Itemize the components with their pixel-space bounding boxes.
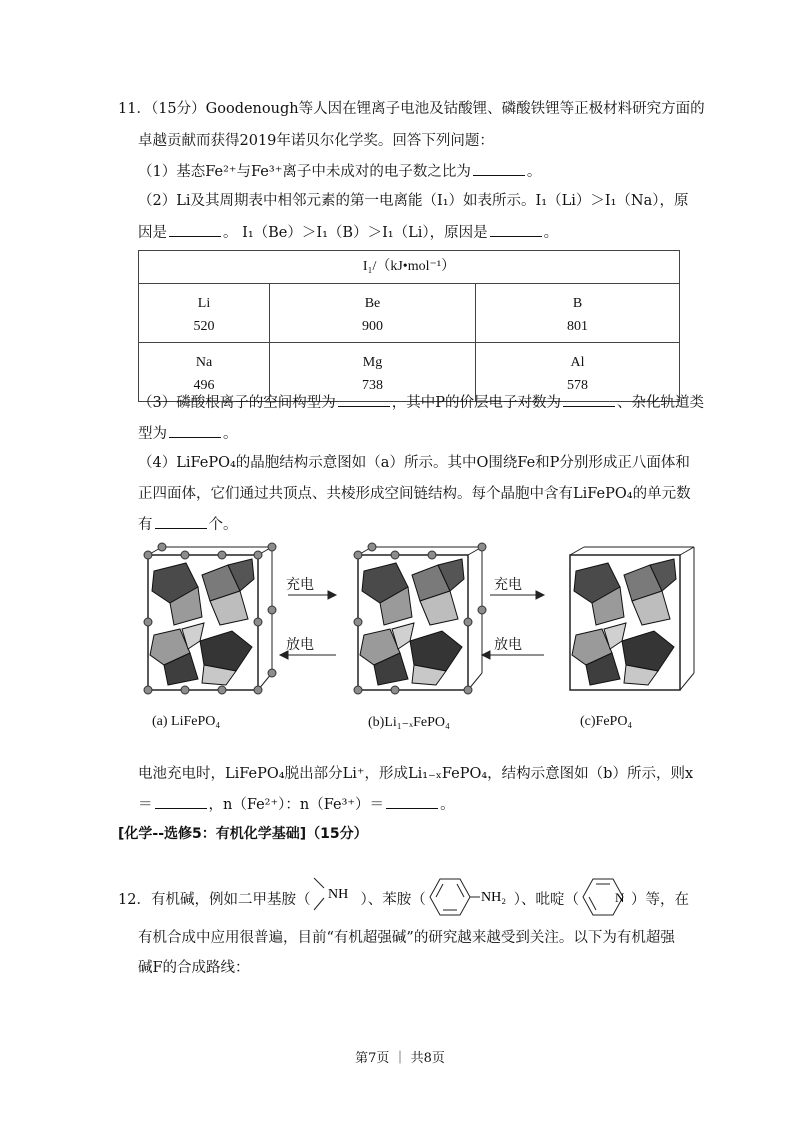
- punct: 。: [543, 225, 559, 241]
- answer-blank: [386, 794, 438, 809]
- section-heading: [化学--选修5：有机化学基础]（15分）: [118, 826, 368, 842]
- q11-part3a-end: 、杂化轨道类: [617, 395, 704, 411]
- answer-blank: [155, 514, 207, 529]
- q12-text: ）、吡啶（: [513, 892, 579, 908]
- q12-text: ）等，在: [630, 892, 689, 908]
- cell-c-diagram: [570, 547, 694, 690]
- answer-blank: [563, 392, 615, 407]
- q11-part3b-text: 型为: [138, 426, 167, 442]
- ionization-energy-table: [138, 250, 680, 402]
- q11-part4c-end: 个。: [208, 517, 238, 533]
- answer-blank: [338, 392, 390, 407]
- q11-part4a: （4）LiFePO₄的晶胞结构示意图如（a）所示。其中O围绕Fe和P分别形成正八面体和: [138, 455, 690, 471]
- caption-b: (b)Li₁₋ₓFePO₄: [368, 715, 450, 730]
- q11-part3a-mid: ，其中P的价层电子对数为: [391, 395, 561, 411]
- page-footer: 第7页 ｜ 共8页: [355, 1051, 445, 1066]
- q11-part2a: （2）Li及其周期表中相邻元素的第一电离能（I₁）如表所示。I₁（Li）＞I₁（Na），原: [138, 193, 689, 209]
- n-label: N: [614, 890, 625, 905]
- q12-line1: [118, 874, 689, 920]
- q12-line3: 碱F的合成路线：: [138, 960, 250, 976]
- q11-part5b: [138, 794, 455, 815]
- energy-value: 801: [567, 319, 588, 334]
- caption-c: (c)FePO₄: [580, 714, 633, 729]
- q11-part5b-mid: ，n（Fe²⁺）：n（Fe³⁺）＝: [208, 797, 385, 813]
- q11-part4c: [138, 514, 238, 535]
- q11-part2b-text: 因是: [138, 225, 167, 241]
- charge-label: 充电: [286, 577, 314, 593]
- element-label: Li: [197, 296, 211, 311]
- q11-line2: 卓越贡献而获得2019年诺贝尔化学奖。回答下列问题：: [138, 133, 494, 149]
- caption-a: (a) LiFePO₄: [152, 714, 221, 729]
- answer-blank: [490, 222, 542, 237]
- answer-blank: [169, 222, 221, 237]
- answer-blank: [155, 794, 207, 809]
- q11-part2b: [138, 222, 558, 243]
- dimethylamine-structure: [310, 876, 360, 914]
- energy-value: 496: [193, 378, 215, 393]
- pyridine-structure: [579, 874, 631, 920]
- q12-text: 12．有机碱，例如二甲基胺（: [118, 892, 311, 908]
- q11-part3a: [138, 392, 704, 413]
- element-label: Al: [570, 355, 585, 370]
- q11-part5a: 电池充电时，LiFePO₄脱出部分Li⁺，形成Li₁₋ₓFePO₄，结构示意图如（b）所示，则x: [138, 766, 694, 782]
- answer-blank: [473, 161, 525, 176]
- q11-part4c-text: 有: [138, 517, 153, 533]
- nh-label: NH: [328, 887, 349, 902]
- q11-line1: 11．（15分）Goodenough等人因在锂离子电池及钴酸锂、磷酸铁锂等正极材料研究方面的: [118, 101, 705, 117]
- punct: 。: [526, 164, 542, 180]
- q12-text: ）、苯胺（: [360, 892, 426, 908]
- cell-a-diagram: [144, 543, 276, 694]
- energy-value: 900: [362, 319, 383, 334]
- energy-value: 578: [567, 378, 588, 393]
- q11-part1: [138, 161, 541, 182]
- element-label: Mg: [362, 355, 383, 370]
- nh2-label: NH₂: [480, 890, 506, 905]
- discharge-label: 放电: [286, 637, 314, 653]
- discharge-label: 放电: [494, 637, 522, 653]
- answer-blank: [169, 423, 221, 438]
- q11-part1-text: （1）基态Fe²⁺与Fe³⁺离子中未成对的电子数之比为: [138, 164, 471, 180]
- charge-label: 充电: [494, 577, 522, 593]
- element-label: Na: [195, 355, 213, 370]
- q11-part2b-mid: 。 I₁（Be）＞I₁（B）＞I₁（Li），原因是: [223, 225, 488, 241]
- element-label: Be: [364, 296, 381, 311]
- aniline-structure: [426, 874, 514, 920]
- punct: 。: [223, 426, 238, 442]
- crystal-structure-figure: [140, 540, 700, 700]
- table-row: [139, 284, 680, 343]
- table-header: I₁/（kJ•mol⁻¹）: [139, 251, 680, 284]
- q11-part3b: [138, 423, 238, 444]
- punct: 。: [440, 797, 455, 813]
- cell-b-diagram: [354, 543, 486, 694]
- q11-part3a-text: （3）磷酸根离子的空间构型为: [138, 395, 336, 411]
- energy-value: 520: [193, 319, 215, 334]
- q12-line2: 有机合成中应用很普遍，目前“有机超强碱”的研究越来越受到关注。以下为有机超强: [138, 930, 675, 946]
- energy-value: 738: [362, 378, 383, 393]
- q11-part4b: 正四面体，它们通过共顶点、共棱形成空间链结构。每个晶胞中含有LiFePO₄的单元数: [138, 486, 691, 502]
- q11-part5b-text: ＝: [138, 797, 153, 813]
- element-label: B: [572, 296, 583, 311]
